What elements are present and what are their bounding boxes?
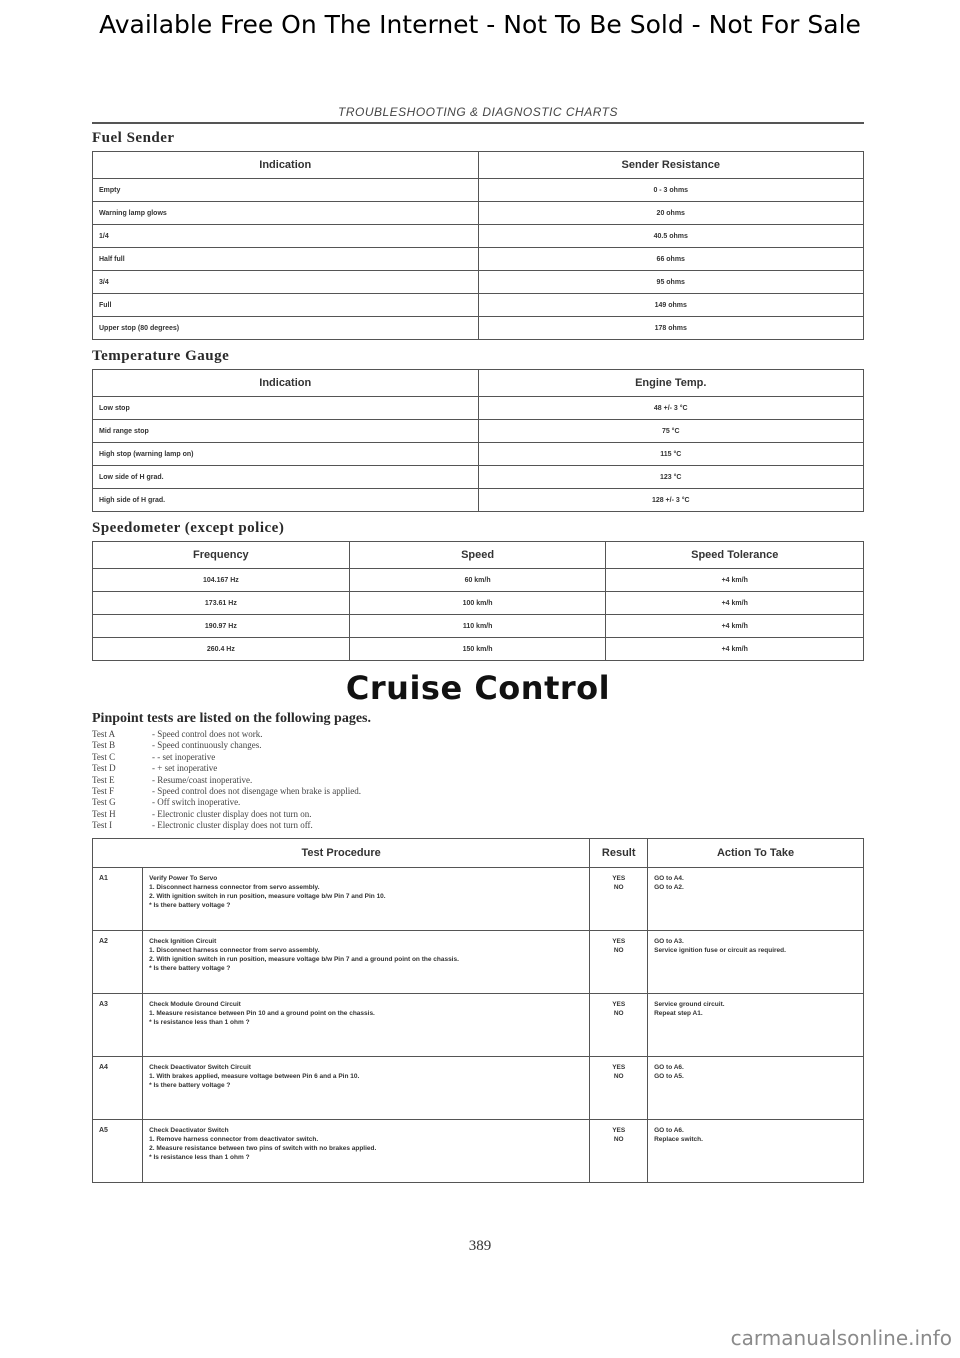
test-id: Test D [92, 763, 116, 774]
column-header: Indication [93, 152, 479, 179]
fuel-sender-table [92, 151, 864, 340]
table-row [93, 225, 864, 248]
tolerance-cell: +4 km/h [606, 592, 864, 615]
engine-temp-cell: 128 +/- 3 °C [478, 489, 864, 512]
table-row [93, 466, 864, 489]
test-id: Test C [92, 751, 116, 762]
running-head: TROUBLESHOOTING & DIAGNOSTIC CHARTS [338, 105, 618, 119]
table-header-row [93, 152, 864, 179]
resistance-cell: 40.5 ohms [478, 225, 864, 248]
test-id: Test B [92, 740, 116, 751]
column-header: Speed [349, 542, 606, 569]
test-description: - Speed continuously changes. [152, 740, 262, 751]
tolerance-cell: +4 km/h [606, 615, 864, 638]
banner-notice: Available Free On The Internet - Not To Be Sold - Not For Sale [99, 10, 861, 39]
column-header: Sender Resistance [478, 152, 864, 179]
column-header: Speed Tolerance [606, 542, 864, 569]
procedure-cell [143, 930, 590, 993]
frequency-cell: 260.4 Hz [93, 638, 350, 661]
step-id: A4 [93, 1056, 143, 1119]
result-no: NO [613, 883, 624, 891]
procedure-line: 1. Disconnect harness connector from servo assembly. [149, 946, 320, 954]
procedure-line: * Is resistance less than 1 ohm ? [149, 1018, 250, 1026]
test-id: Test A [92, 729, 116, 739]
test-description: - - set inoperative [152, 751, 216, 762]
table-row [93, 1119, 864, 1182]
indication-cell: Mid range stop [93, 420, 479, 443]
list-item [92, 740, 864, 751]
test-list [92, 729, 864, 832]
column-header: Test Procedure [93, 838, 590, 867]
procedure-title: Check Deactivator Switch [149, 1126, 229, 1134]
table-header-row [93, 542, 864, 569]
procedure-cell [143, 867, 590, 930]
resistance-cell: 0 - 3 ohms [478, 179, 864, 202]
indication-cell: Full [93, 294, 479, 317]
test-description: - Electronic cluster display does not turn on. [152, 808, 312, 819]
procedure-cell [143, 1119, 590, 1182]
test-description: - Off switch inoperative. [152, 797, 241, 808]
action-no: Service ignition fuse or circuit as required. [654, 946, 786, 954]
indication-cell: 3/4 [93, 271, 479, 294]
result-yes: YES [612, 937, 626, 945]
step-id: A3 [93, 993, 143, 1056]
table-row [93, 397, 864, 420]
speed-cell: 60 km/h [349, 569, 606, 592]
table-row [93, 930, 864, 993]
column-header: Engine Temp. [478, 370, 864, 397]
table-row [93, 271, 864, 294]
table-row [93, 202, 864, 225]
manual-page [92, 105, 864, 1183]
table-header-row [93, 838, 864, 867]
result-cell [590, 1056, 648, 1119]
action-yes: GO to A3. [654, 937, 684, 945]
indication-cell: Warning lamp glows [93, 202, 479, 225]
procedure-line: * Is there battery voltage ? [149, 1081, 231, 1089]
list-item [92, 763, 864, 774]
header-rule [92, 122, 864, 124]
indication-cell: Low side of H grad. [93, 466, 479, 489]
action-cell [648, 1119, 864, 1182]
table-row [93, 1056, 864, 1119]
resistance-cell: 178 ohms [478, 317, 864, 340]
action-no: GO to A5. [654, 1072, 684, 1080]
cruise-control-title: Cruise Control [345, 669, 611, 707]
action-yes: GO to A6. [654, 1126, 684, 1134]
result-yes: YES [612, 1000, 626, 1008]
test-id: Test I [92, 820, 113, 831]
temperature-gauge-table [92, 369, 864, 512]
pinpoint-heading: Pinpoint tests are listed on the following pages. [92, 711, 371, 726]
action-no: GO to A2. [654, 883, 684, 891]
test-id: Test G [92, 797, 116, 808]
resistance-cell: 149 ohms [478, 294, 864, 317]
step-id: A1 [93, 867, 143, 930]
action-no: Repeat step A1. [654, 1009, 703, 1017]
column-header: Result [590, 838, 648, 867]
table-row [93, 317, 864, 340]
indication-cell: Half full [93, 248, 479, 271]
action-yes: GO to A4. [654, 874, 684, 882]
procedure-title: Verify Power To Servo [149, 874, 218, 882]
table-row [93, 248, 864, 271]
procedure-line: 2. Measure resistance between two pins of switch with no brakes applied. [149, 1144, 377, 1152]
action-no: Replace switch. [654, 1135, 703, 1143]
table-row [93, 592, 864, 615]
table-row [93, 489, 864, 512]
step-id: A2 [93, 930, 143, 993]
speedometer-table [92, 541, 864, 661]
resistance-cell: 20 ohms [478, 202, 864, 225]
list-item [92, 729, 864, 740]
procedure-line: 2. With ignition switch in run position, measure voltage b/w Pin 7 and Pin 10. [149, 892, 386, 900]
result-no: NO [613, 1135, 624, 1143]
procedure-line: 1. With brakes applied, measure voltage between Pin 6 and a Pin 10. [149, 1072, 360, 1080]
procedure-line: * Is there battery voltage ? [149, 901, 231, 909]
action-yes: Service ground circuit. [654, 1000, 725, 1008]
test-id: Test H [92, 808, 116, 819]
engine-temp-cell: 115 °C [478, 443, 864, 466]
result-cell [590, 1119, 648, 1182]
engine-temp-cell: 48 +/- 3 °C [478, 397, 864, 420]
procedure-line: * Is there battery voltage ? [149, 964, 231, 972]
action-cell [648, 867, 864, 930]
list-item [92, 820, 864, 831]
frequency-cell: 190.97 Hz [93, 615, 350, 638]
table-row [93, 179, 864, 202]
test-description: - Resume/coast inoperative. [152, 774, 253, 785]
list-item [92, 809, 864, 820]
procedure-line: 2. With ignition switch in run position, measure voltage b/w Pin 7 and a ground point on the chassis. [149, 955, 459, 963]
speed-cell: 100 km/h [349, 592, 606, 615]
frequency-cell: 104.167 Hz [93, 569, 350, 592]
column-header: Action To Take [648, 838, 864, 867]
engine-temp-cell: 123 °C [478, 466, 864, 489]
column-header: Indication [93, 370, 479, 397]
tolerance-cell: +4 km/h [606, 638, 864, 661]
test-description: - Electronic cluster display does not turn off. [152, 820, 313, 831]
table-row [93, 294, 864, 317]
result-cell [590, 867, 648, 930]
test-description: - + set inoperative [152, 763, 218, 774]
step-id: A5 [93, 1119, 143, 1182]
test-procedure-table [92, 838, 864, 1183]
fuel-sender-title: Fuel Sender [92, 130, 175, 146]
test-description: - Speed control does not work. [152, 729, 263, 739]
procedure-line: 1. Measure resistance between Pin 10 and a ground point on the chassis. [149, 1009, 375, 1017]
table-row [93, 443, 864, 466]
list-item [92, 786, 864, 797]
table-row [93, 993, 864, 1056]
procedure-cell [143, 993, 590, 1056]
procedure-line: 1. Disconnect harness connector from servo assembly. [149, 883, 320, 891]
result-cell [590, 930, 648, 993]
indication-cell: Empty [93, 179, 479, 202]
test-id: Test F [92, 785, 115, 796]
footer-site-link[interactable]: carmanualsonline.info [730, 1326, 952, 1350]
test-description: - Speed control does not disengage when brake is applied. [152, 785, 361, 796]
table-row [93, 569, 864, 592]
action-cell [648, 930, 864, 993]
action-cell [648, 1056, 864, 1119]
table-header-row [93, 370, 864, 397]
result-no: NO [613, 1009, 624, 1017]
list-item [92, 797, 864, 808]
table-row [93, 420, 864, 443]
result-yes: YES [612, 1126, 626, 1134]
speed-cell: 110 km/h [349, 615, 606, 638]
temperature-gauge-title: Temperature Gauge [92, 348, 230, 364]
result-no: NO [613, 1072, 624, 1080]
result-cell [590, 993, 648, 1056]
table-row [93, 638, 864, 661]
procedure-title: Check Deactivator Switch Circuit [149, 1063, 251, 1071]
indication-cell: Upper stop (80 degrees) [93, 317, 479, 340]
procedure-line: * Is resistance less than 1 ohm ? [149, 1153, 250, 1161]
result-no: NO [613, 946, 624, 954]
speed-cell: 150 km/h [349, 638, 606, 661]
procedure-title: Check Module Ground Circuit [149, 1000, 241, 1008]
resistance-cell: 95 ohms [478, 271, 864, 294]
engine-temp-cell: 75 °C [478, 420, 864, 443]
resistance-cell: 66 ohms [478, 248, 864, 271]
action-cell [648, 993, 864, 1056]
column-header: Frequency [93, 542, 350, 569]
table-row [93, 867, 864, 930]
indication-cell: High stop (warning lamp on) [93, 443, 479, 466]
indication-cell: High side of H grad. [93, 489, 479, 512]
frequency-cell: 173.61 Hz [93, 592, 350, 615]
table-row [93, 615, 864, 638]
list-item [92, 775, 864, 786]
speedometer-title: Speedometer (except police) [92, 520, 285, 536]
test-id: Test E [92, 774, 115, 785]
procedure-title: Check Ignition Circuit [149, 937, 217, 945]
list-item [92, 752, 864, 763]
page-number: 389 [468, 1238, 492, 1254]
result-yes: YES [612, 1063, 626, 1071]
procedure-line: 1. Remove harness connector from deactivator switch. [149, 1135, 319, 1143]
action-yes: GO to A6. [654, 1063, 684, 1071]
tolerance-cell: +4 km/h [606, 569, 864, 592]
result-yes: YES [612, 874, 626, 882]
indication-cell: 1/4 [93, 225, 479, 248]
procedure-cell [143, 1056, 590, 1119]
indication-cell: Low stop [93, 397, 479, 420]
